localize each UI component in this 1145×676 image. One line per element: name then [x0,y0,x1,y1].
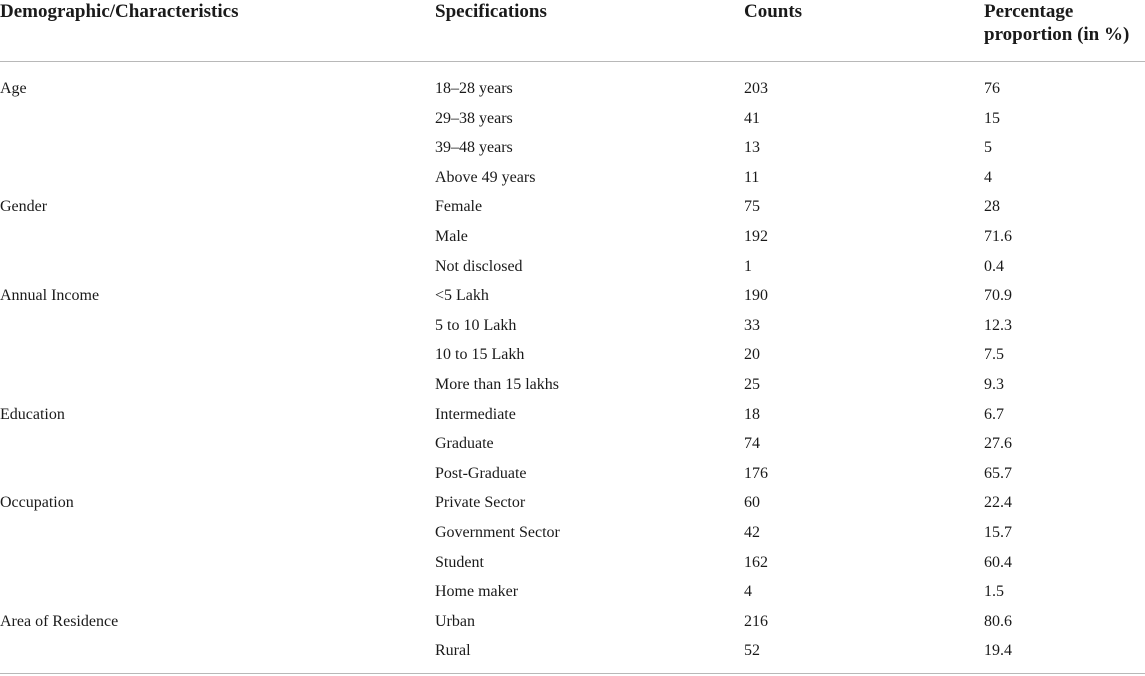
row-percentage: 4 [984,168,992,186]
row-specification: 29–38 years [435,109,513,127]
row-count: 162 [744,553,768,571]
row-specification: Post-Graduate [435,464,527,482]
row-count: 41 [744,109,760,127]
table-row [0,311,1145,341]
row-percentage: 65.7 [984,464,1012,482]
header-counts: Counts [744,1,803,22]
row-percentage: 15 [984,109,1000,127]
row-specification: <5 Lakh [435,287,489,305]
row-percentage: 22.4 [984,494,1012,512]
row-specification: 39–48 years [435,139,513,157]
header-percentage: Percentage proportion (in %) [984,1,1130,45]
row-percentage: 80.6 [984,612,1012,630]
header-divider [0,61,1145,62]
table-row [0,104,1145,134]
table-row [0,548,1145,578]
row-category: Area of Residence [0,612,119,630]
row-category: Annual Income [0,287,100,305]
row-category: Age [0,80,27,97]
header-specifications: Specifications [435,1,547,22]
row-specification: Intermediate [435,405,516,423]
row-count: 18 [744,405,760,423]
row-specification: Female [435,198,483,216]
row-count: 52 [744,642,760,660]
table-body [0,74,1145,666]
row-count: 75 [744,198,760,216]
table-row [0,400,1145,430]
table-row [0,577,1145,607]
row-percentage: 19.4 [984,642,1012,660]
row-specification: 10 to 15 Lakh [435,346,525,364]
table-header [0,0,1145,60]
row-count: 20 [744,346,760,364]
row-count: 176 [744,464,768,482]
table-row [0,488,1145,518]
row-count: 4 [744,583,752,601]
row-specification: Male [435,227,468,245]
row-percentage: 1.5 [984,583,1004,601]
table-row [0,429,1145,459]
table-row [0,163,1145,193]
row-count: 25 [744,375,760,393]
table-row [0,607,1145,637]
row-count: 60 [744,494,760,512]
row-percentage: 70.9 [984,287,1012,305]
table-row [0,133,1145,163]
row-percentage: 27.6 [984,435,1012,453]
row-count: 203 [744,80,768,97]
row-specification: Government Sector [435,523,560,541]
header-demographic: Demographic/Characteristics [0,1,239,22]
row-percentage: 60.4 [984,553,1012,571]
table-row [0,74,1145,104]
row-percentage: 5 [984,139,992,157]
row-percentage: 76 [984,80,1000,97]
table-row [0,281,1145,311]
row-specification: Not disclosed [435,257,523,275]
row-specification: Urban [435,612,475,630]
row-count: 216 [744,612,768,630]
table-row [0,340,1145,370]
row-percentage: 7.5 [984,346,1004,364]
table-row [0,459,1145,489]
row-count: 33 [744,316,760,334]
row-percentage: 12.3 [984,316,1012,334]
row-specification: Private Sector [435,494,526,512]
row-specification: Above 49 years [435,168,536,186]
row-category: Occupation [0,494,74,512]
row-count: 192 [744,227,768,245]
row-percentage: 71.6 [984,227,1012,245]
row-specification: 5 to 10 Lakh [435,316,517,334]
row-specification: Graduate [435,435,494,453]
table-row [0,636,1145,666]
row-specification: 18–28 years [435,80,513,97]
row-percentage: 6.7 [984,405,1004,423]
row-category: Gender [0,198,48,216]
row-percentage: 9.3 [984,375,1004,393]
table-row [0,518,1145,548]
row-count: 190 [744,287,768,305]
table-row [0,222,1145,252]
table-bottom-divider [0,673,1145,674]
row-specification: More than 15 lakhs [435,375,559,393]
row-count: 42 [744,523,760,541]
row-percentage: 28 [984,198,1000,216]
row-count: 1 [744,257,752,275]
table-row [0,192,1145,222]
row-category: Education [0,405,65,423]
row-specification: Student [435,553,484,571]
table-row [0,370,1145,400]
row-specification: Home maker [435,583,519,601]
row-count: 13 [744,139,760,157]
table-row [0,252,1145,282]
row-percentage: 15.7 [984,523,1012,541]
row-count: 74 [744,435,760,453]
row-specification: Rural [435,642,471,660]
row-percentage: 0.4 [984,257,1004,275]
row-count: 11 [744,168,760,186]
